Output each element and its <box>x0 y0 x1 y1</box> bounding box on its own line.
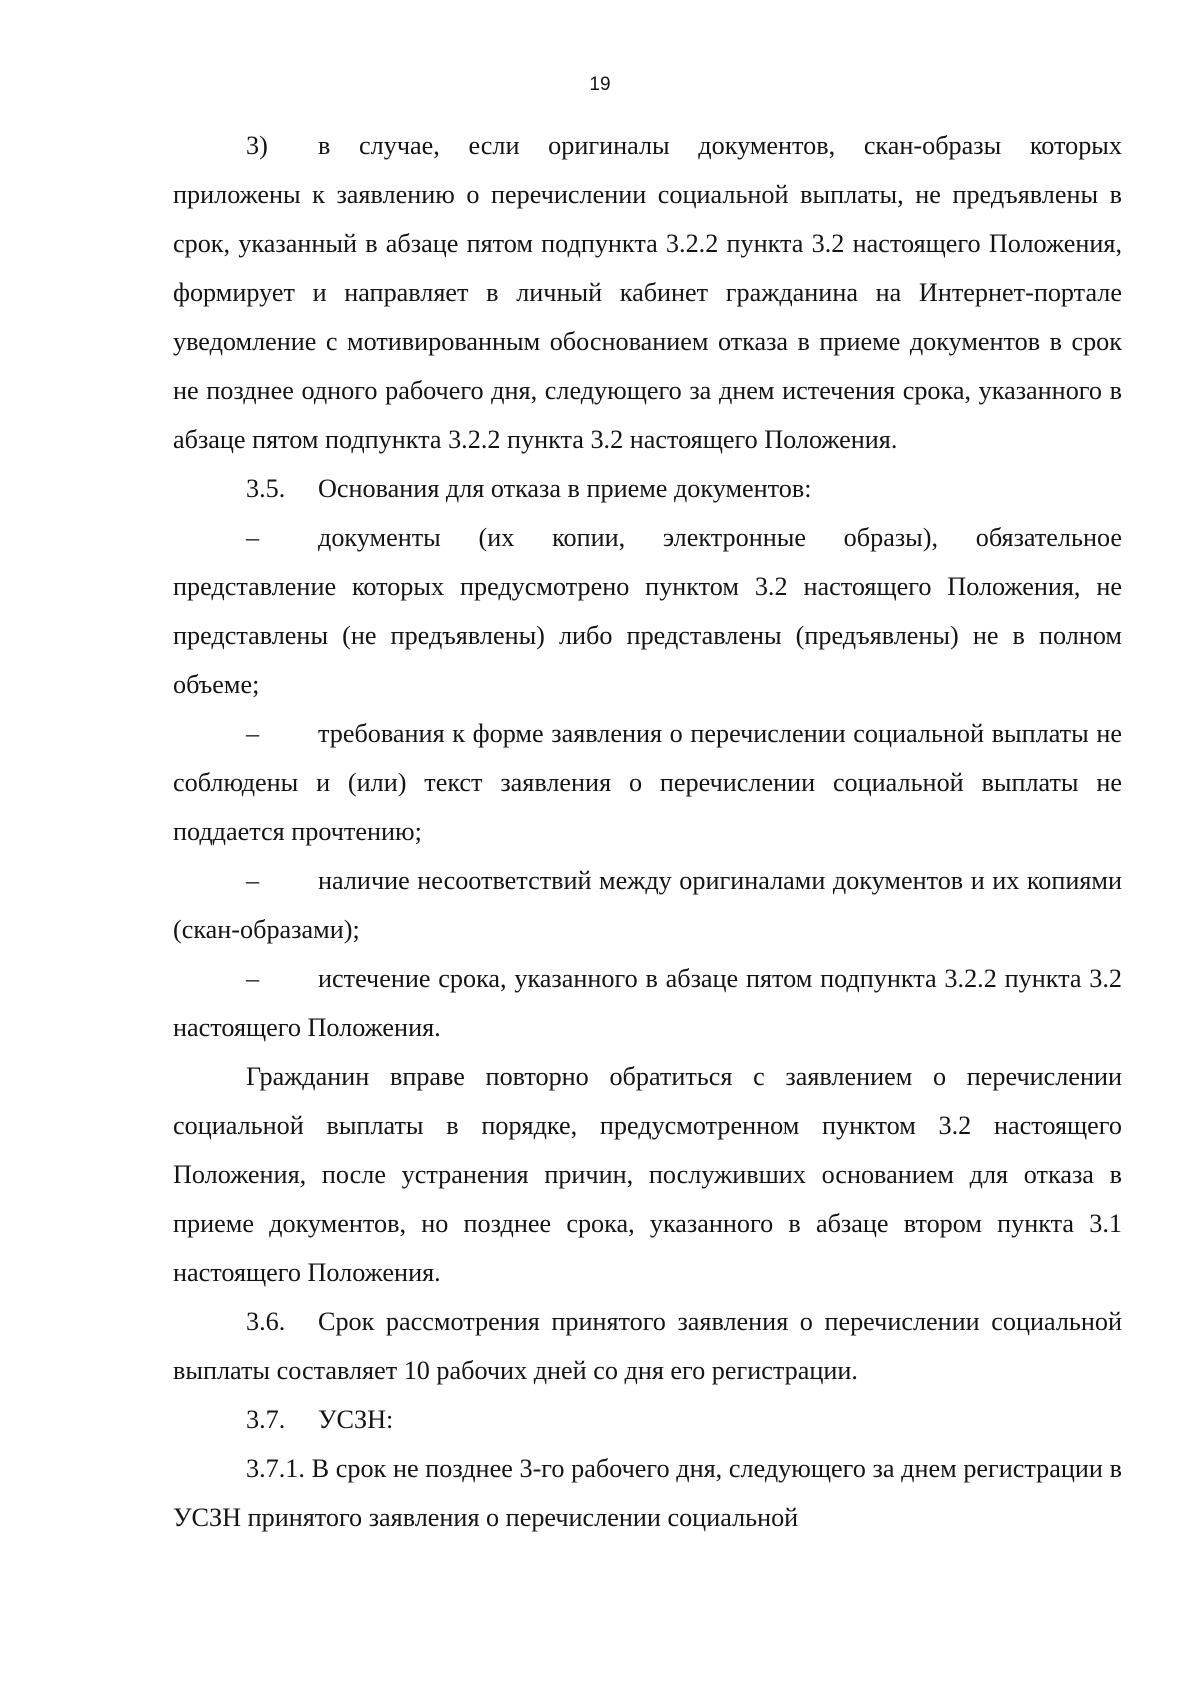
paragraph-3-7-1 <box>173 1444 1122 1542</box>
dash-marker: – <box>246 866 260 895</box>
paragraph-text: документы (их копии, электронные образы), обязательное представление которых предусмотрено пунктом 3.2 настоящего Положения, не представлены (не предъявлены) либо представлены (предъявлены) не в полном объеме; <box>173 523 1122 699</box>
dash-marker: – <box>246 523 260 552</box>
paragraph-marker: 3.6. <box>246 1307 286 1336</box>
paragraph-text: истечение срока, указанного в абзаце пятом подпункта 3.2.2 пункта 3.2 настоящего Положения. <box>173 964 1122 1042</box>
paragraph-text: в случае, если оригиналы документов, скан-образы которых приложены к заявлению о перечислении социальной выплаты, не предъявлены в срок, указанный в абзаце пятом подпункта 3.2.2 пункта 3.2 настоящего Положения, формирует и направляет в личный кабинет гражданина на Интернет-портале уведомление с мотивированным обоснованием отказа в приеме документов в срок не позднее одного рабочего дня, следующего за днем истечения срока, указанного в абзаце пятом подпункта 3.2.2 пункта 3.2 настоящего Положения. <box>173 131 1122 454</box>
dash-marker: – <box>246 964 260 993</box>
paragraph-3-3 <box>173 121 1122 464</box>
paragraph-marker: 3.5. <box>246 474 286 503</box>
paragraph-reapply <box>173 1052 1122 1297</box>
paragraph-3-6 <box>173 1297 1122 1395</box>
paragraph-text: Срок рассмотрения принятого заявления о перечислении социальной выплаты составляет 10 рабочих дней со дня его регистрации. <box>173 1307 1122 1385</box>
paragraph-3-7 <box>173 1395 1122 1444</box>
page-number: 19 <box>589 74 611 95</box>
list-item-discrepancies <box>173 856 1122 954</box>
list-item-deadline-expired <box>173 954 1122 1052</box>
list-item-documents-not-presented <box>173 513 1122 709</box>
list-item-form-requirements <box>173 709 1122 856</box>
dash-marker: – <box>246 719 260 748</box>
paragraph-text: наличие несоответствий между оригиналами документов и их копиями (скан-образами); <box>173 866 1122 944</box>
paragraph-marker: 3) <box>246 131 268 160</box>
paragraph-text: Гражданин вправе повторно обратиться с заявлением о перечислении социальной выплаты в порядке, предусмотренном пунктом 3.2 настоящего Положения, после устранения причин, послуживших основанием для отказа в приеме документов, но позднее срока, указанного в абзаце втором пункта 3.1 настоящего Положения. <box>173 1062 1122 1287</box>
paragraph-text: требования к форме заявления о перечислении социальной выплаты не соблюдены и (или) текст заявления о перечислении социальной выплаты не поддается прочтению; <box>173 719 1122 846</box>
paragraph-3-5 <box>173 464 1122 513</box>
paragraph-text: Основания для отказа в приеме документов: <box>318 474 812 503</box>
document-body <box>173 121 1122 1542</box>
paragraph-marker: 3.7. <box>246 1405 286 1434</box>
paragraph-text: 3.7.1. В срок не позднее 3-го рабочего дня, следующего за днем регистрации в УСЗН принятого заявления о перечислении социальной <box>173 1454 1122 1532</box>
paragraph-text: УСЗН: <box>318 1405 394 1434</box>
